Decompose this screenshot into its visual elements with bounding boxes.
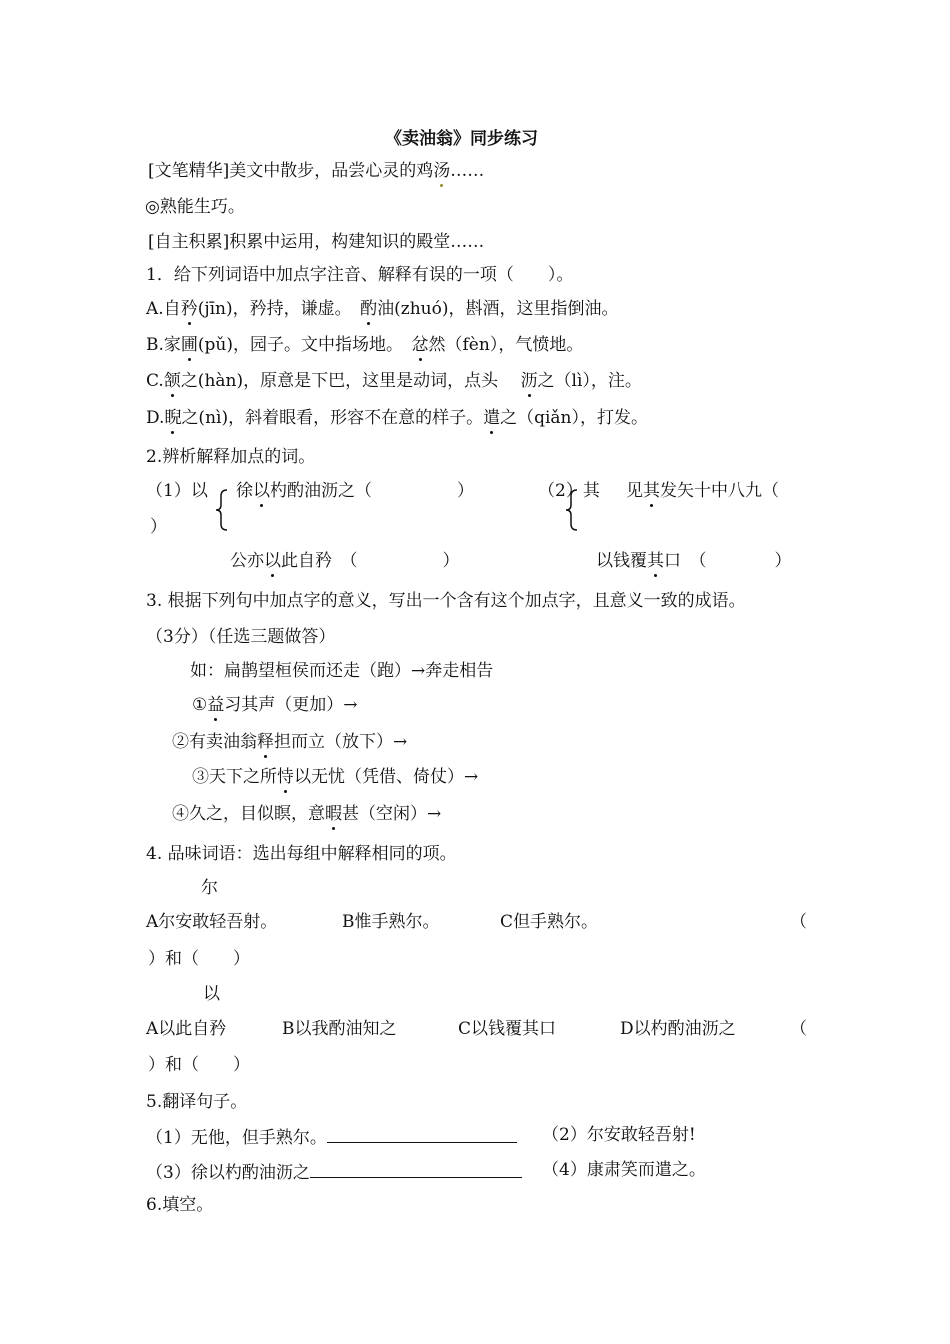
dotted-char: 益 (207, 695, 225, 715)
sentence-text: 见 (626, 481, 643, 501)
q2-tail-paren: ） (150, 517, 167, 537)
option-text: 之(hàn)，原意是下巴，这里是动词，点头 (180, 371, 521, 391)
item-text: ④久之，目似瞑，意 (172, 804, 325, 824)
sentence-text: （1）无他，但手熟尔。 (146, 1128, 327, 1148)
item-text: ②有卖油翁 (172, 732, 257, 752)
option-text: 手熟尔。 (371, 912, 440, 932)
option-text: A.自 (146, 299, 181, 319)
section-tag: [自主积累] (148, 232, 230, 252)
q4-g1-c: C但手熟尔。 (500, 912, 599, 932)
q5-sentence-4: （4）康肃笑而遣之。 (542, 1160, 706, 1180)
option-text: 口 (539, 1019, 557, 1039)
q4-g2-a: A以此自矜 (146, 1019, 227, 1039)
dotted-char: 其 (643, 481, 660, 501)
item-text: ③天下之所 (192, 767, 277, 787)
dotted-char: 释 (257, 732, 274, 752)
sentence-text: 杓酌油沥之（ ） (270, 481, 474, 501)
q1-option-a (146, 298, 618, 320)
dotted-char: 其 (647, 551, 664, 571)
item-text: 习其声（更加）→ (224, 695, 358, 715)
q3-example: 如：扁鹊望桓侯而还走（跑）→奔走相告 (190, 661, 494, 681)
option-text: B.家 (146, 335, 181, 355)
section-tag: [文笔精华] (148, 161, 230, 181)
q5-sentence-1 (146, 1124, 517, 1149)
q3-item-4 (172, 803, 441, 825)
q3-item-2 (172, 731, 407, 753)
q4-g2-c (458, 1018, 556, 1040)
q1-option-d (146, 407, 648, 429)
dotted-char: 圃 (180, 335, 198, 355)
sentence-text: 口 （ ） (664, 551, 792, 571)
dotted-char: 沥 (520, 371, 538, 391)
answer-blank[interactable] (327, 1124, 517, 1143)
option-text: 油(zhuó)，斟酒，这里指倒油。 (377, 299, 619, 319)
q3-note: （3分）（任选三题做答） (146, 627, 336, 647)
sentence-text: 以钱覆 (596, 551, 647, 571)
q5-sentence-2: （2）尔安敢轻吾射! (542, 1125, 696, 1145)
option-text: (jīn)，矜持，谦虚。 (197, 299, 361, 319)
dotted-char: 睨 (164, 408, 182, 428)
q4-g2-d: D以杓酌油沥之 (620, 1019, 736, 1039)
dotted-char: 遣 (483, 408, 501, 428)
q4-g1-answer: ）和（ ） (148, 949, 250, 969)
q4-word-2: 以 (203, 984, 220, 1004)
item-text: 担而立（放下）→ (274, 732, 408, 752)
option-text: 之（lì），注。 (537, 371, 642, 391)
q2-item1-sentence2 (230, 550, 460, 572)
dotted-char: 颔 (163, 371, 181, 391)
item-text: 以无忧（凭借、倚仗）→ (294, 767, 479, 787)
q2-item2-sentence1 (626, 480, 779, 502)
q4-word-1: 尔 (201, 878, 218, 898)
intro-ellipsis: …… (450, 161, 485, 181)
q3-item-1 (192, 694, 358, 716)
answer-blank[interactable] (310, 1159, 522, 1178)
sentence-text: 此自矜 （ ） (281, 551, 460, 571)
dotted-char: 矜 (180, 299, 198, 319)
question-1-stem: 1．给下列词语中加点字注音、解释有误的一项（ ）。 (146, 265, 574, 285)
sentence-text: 徐 (236, 481, 253, 501)
sentence-text: 发矢十中八九（ (660, 481, 779, 501)
dotted-char: 忿 (411, 335, 429, 355)
question-6-stem: 6.填空。 (146, 1195, 214, 1215)
q4-g2-open: （ (790, 1019, 807, 1039)
q4-g1-b (342, 911, 440, 933)
item-text: ① (192, 695, 208, 715)
q2-item2-sentence2 (596, 550, 792, 572)
q3-item-3 (192, 766, 478, 788)
dotted-char: 以 (264, 551, 281, 571)
item-text: 甚（空闲）→ (342, 804, 442, 824)
intro-text: 美文中散步，品尝心灵的鸡 (229, 161, 434, 181)
option-text: (pǔ)，园子。文中指场地。 (197, 335, 412, 355)
q4-g2-answer: ）和（ ） (148, 1055, 250, 1075)
question-4-stem: 4. 品味词语：选出每组中解释相同的项。 (146, 844, 457, 864)
dotted-char: 酌 (360, 299, 378, 319)
q2-item2-label: （2）其 (538, 481, 600, 501)
q2-item1-sentence1 (236, 480, 474, 502)
brace-icon (564, 488, 580, 532)
option-text: 之(nì)，斜着眼看，形容不在意的样子。 (181, 408, 484, 428)
sentence-text: （3）徐以杓酌油沥之 (146, 1163, 310, 1183)
q5-sentence-3 (146, 1159, 522, 1184)
option-text: C以钱覆其 (458, 1019, 540, 1039)
question-5-stem: 5.翻译句子。 (146, 1092, 248, 1112)
question-3-stem: 3. 根据下列句中加点字的意义，写出一个含有这个加点字，且意义一致的成语。 (146, 591, 746, 611)
page-title: 《卖油翁》同步练习 (385, 129, 538, 149)
q2-item1-label: （1）以 (146, 481, 208, 501)
dotted-char: 恃 (277, 767, 294, 787)
dotted-char: 暇 (325, 804, 342, 824)
intro-line (148, 160, 484, 182)
option-text: B惟 (342, 912, 372, 932)
dotted-char: 以 (253, 481, 270, 501)
question-2-stem: 2.辨析解释加点的词。 (146, 447, 316, 467)
q4-g1-a: A尔安敢轻吾射。 (146, 912, 278, 932)
proverb-line: ◎熟能生巧。 (145, 197, 245, 217)
option-text: C. (146, 371, 164, 391)
section-text: 积累中运用，构建知识的殿堂…… (229, 232, 485, 252)
option-text: 然（fèn），气愤地。 (428, 335, 584, 355)
option-text: 之（qiǎn），打发。 (500, 408, 648, 428)
q1-option-b (146, 334, 583, 356)
sentence-text: 公亦 (230, 551, 264, 571)
section-heading (148, 231, 484, 253)
dotted-char: 汤 (433, 161, 451, 181)
q4-g2-b: B以我酌油知之 (282, 1019, 397, 1039)
brace-icon (214, 488, 230, 532)
q4-g1-open: （ (790, 912, 807, 932)
option-text: D. (146, 408, 165, 428)
q1-option-c (146, 370, 642, 392)
